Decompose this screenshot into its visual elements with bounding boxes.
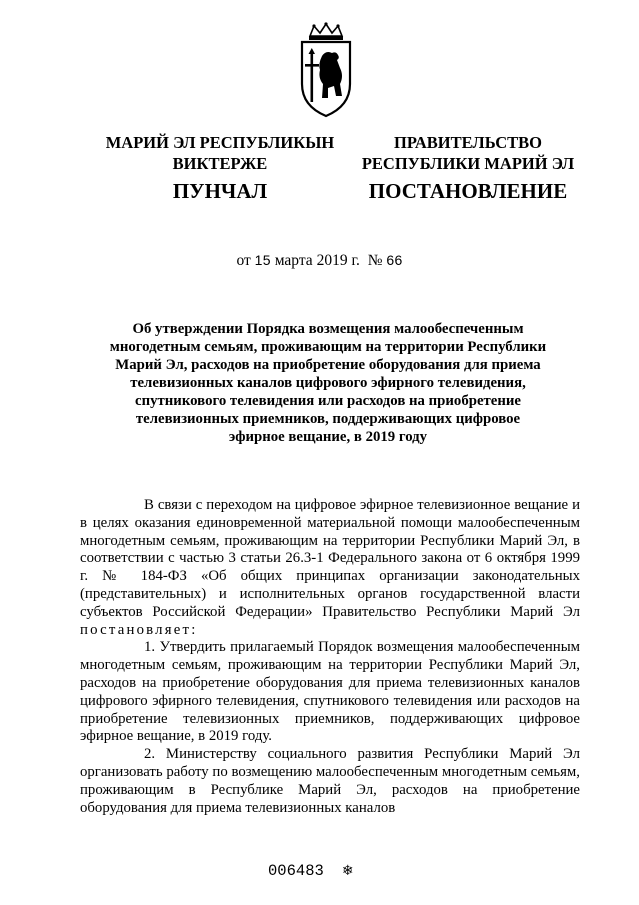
right-header bbox=[352, 132, 584, 202]
left-header-line2: ВИКТЕРЖЕ bbox=[172, 154, 268, 173]
number-label: № bbox=[367, 252, 383, 269]
document-title: Об утверждении Порядка возмещения малообеспеченным многодетным семьям, проживающим на территории Республики Марий Эл, расходов на приобретение оборудования для приема телевизионных каналов цифрового эфирного телевидения, спутникового телевидения или расходов на приобретение телевизионных приемников, поддерживающих цифровое эфирное вещание, в 2019 году bbox=[109, 321, 547, 445]
document-body bbox=[80, 497, 580, 817]
right-header-line1: ПРАВИТЕЛЬСТВО bbox=[394, 133, 542, 152]
intro-text: В связи с переходом на цифровое эфирное телевизионное вещание и в целях оказания единовременной материальной помощи малообеспеченным многодетным семьям, проживающим на территории Республики Марий Эл, в соответствии с частью 3 статьи 26.3-1 Федерального закона от 6 октября 1999 г. № 184-ФЗ «Об общих принципах организации законодательных (представительных) и исполнительных органов государственной власти субъектов Российской Федерации» Правительство Республики Марий Эл bbox=[80, 497, 580, 620]
right-doc-type: ПОСТАНОВЛЕНИЕ bbox=[368, 179, 568, 203]
serial-number: 006483 bbox=[268, 862, 324, 880]
footer bbox=[268, 862, 354, 880]
date-month-year: марта 2019 г. bbox=[274, 252, 360, 269]
left-header bbox=[100, 132, 340, 202]
date-line bbox=[0, 252, 639, 270]
right-header-line2: РЕСПУБЛИКИ МАРИЙ ЭЛ bbox=[361, 154, 575, 173]
resolves-text: постановляет: bbox=[80, 621, 198, 638]
date-day: 15 bbox=[254, 252, 271, 268]
item-1: 1. Утвердить прилагаемый Порядок возмещения малообеспеченным многодетным семьям, проживающим на территории Республики Марий Эл, расходов на приобретение оборудования для приема телевизионных каналов цифрового эфирного телевидения, спутникового телевидения или расходов на приобретение телевизионных приемников, поддерживающих цифровое эфирное вещание, в 2019 году. bbox=[80, 639, 580, 745]
document-number: 66 bbox=[386, 252, 403, 268]
snowflake-icon: ❄ bbox=[341, 863, 354, 879]
coat-of-arms-icon bbox=[296, 22, 356, 118]
intro-paragraph bbox=[80, 497, 580, 639]
left-doc-type: ПУНЧАЛ bbox=[172, 179, 268, 203]
left-header-line1: МАРИЙ ЭЛ РЕСПУБЛИКЫН bbox=[105, 133, 335, 152]
item-2: 2. Министерству социального развития Республики Марий Эл организовать работу по возмещению малообеспеченным многодетным семьям, проживающим в Республике Марий Эл, расходов на приобретение оборудования для приема телевизионных каналов bbox=[80, 746, 580, 816]
date-prefix: от bbox=[236, 252, 251, 269]
